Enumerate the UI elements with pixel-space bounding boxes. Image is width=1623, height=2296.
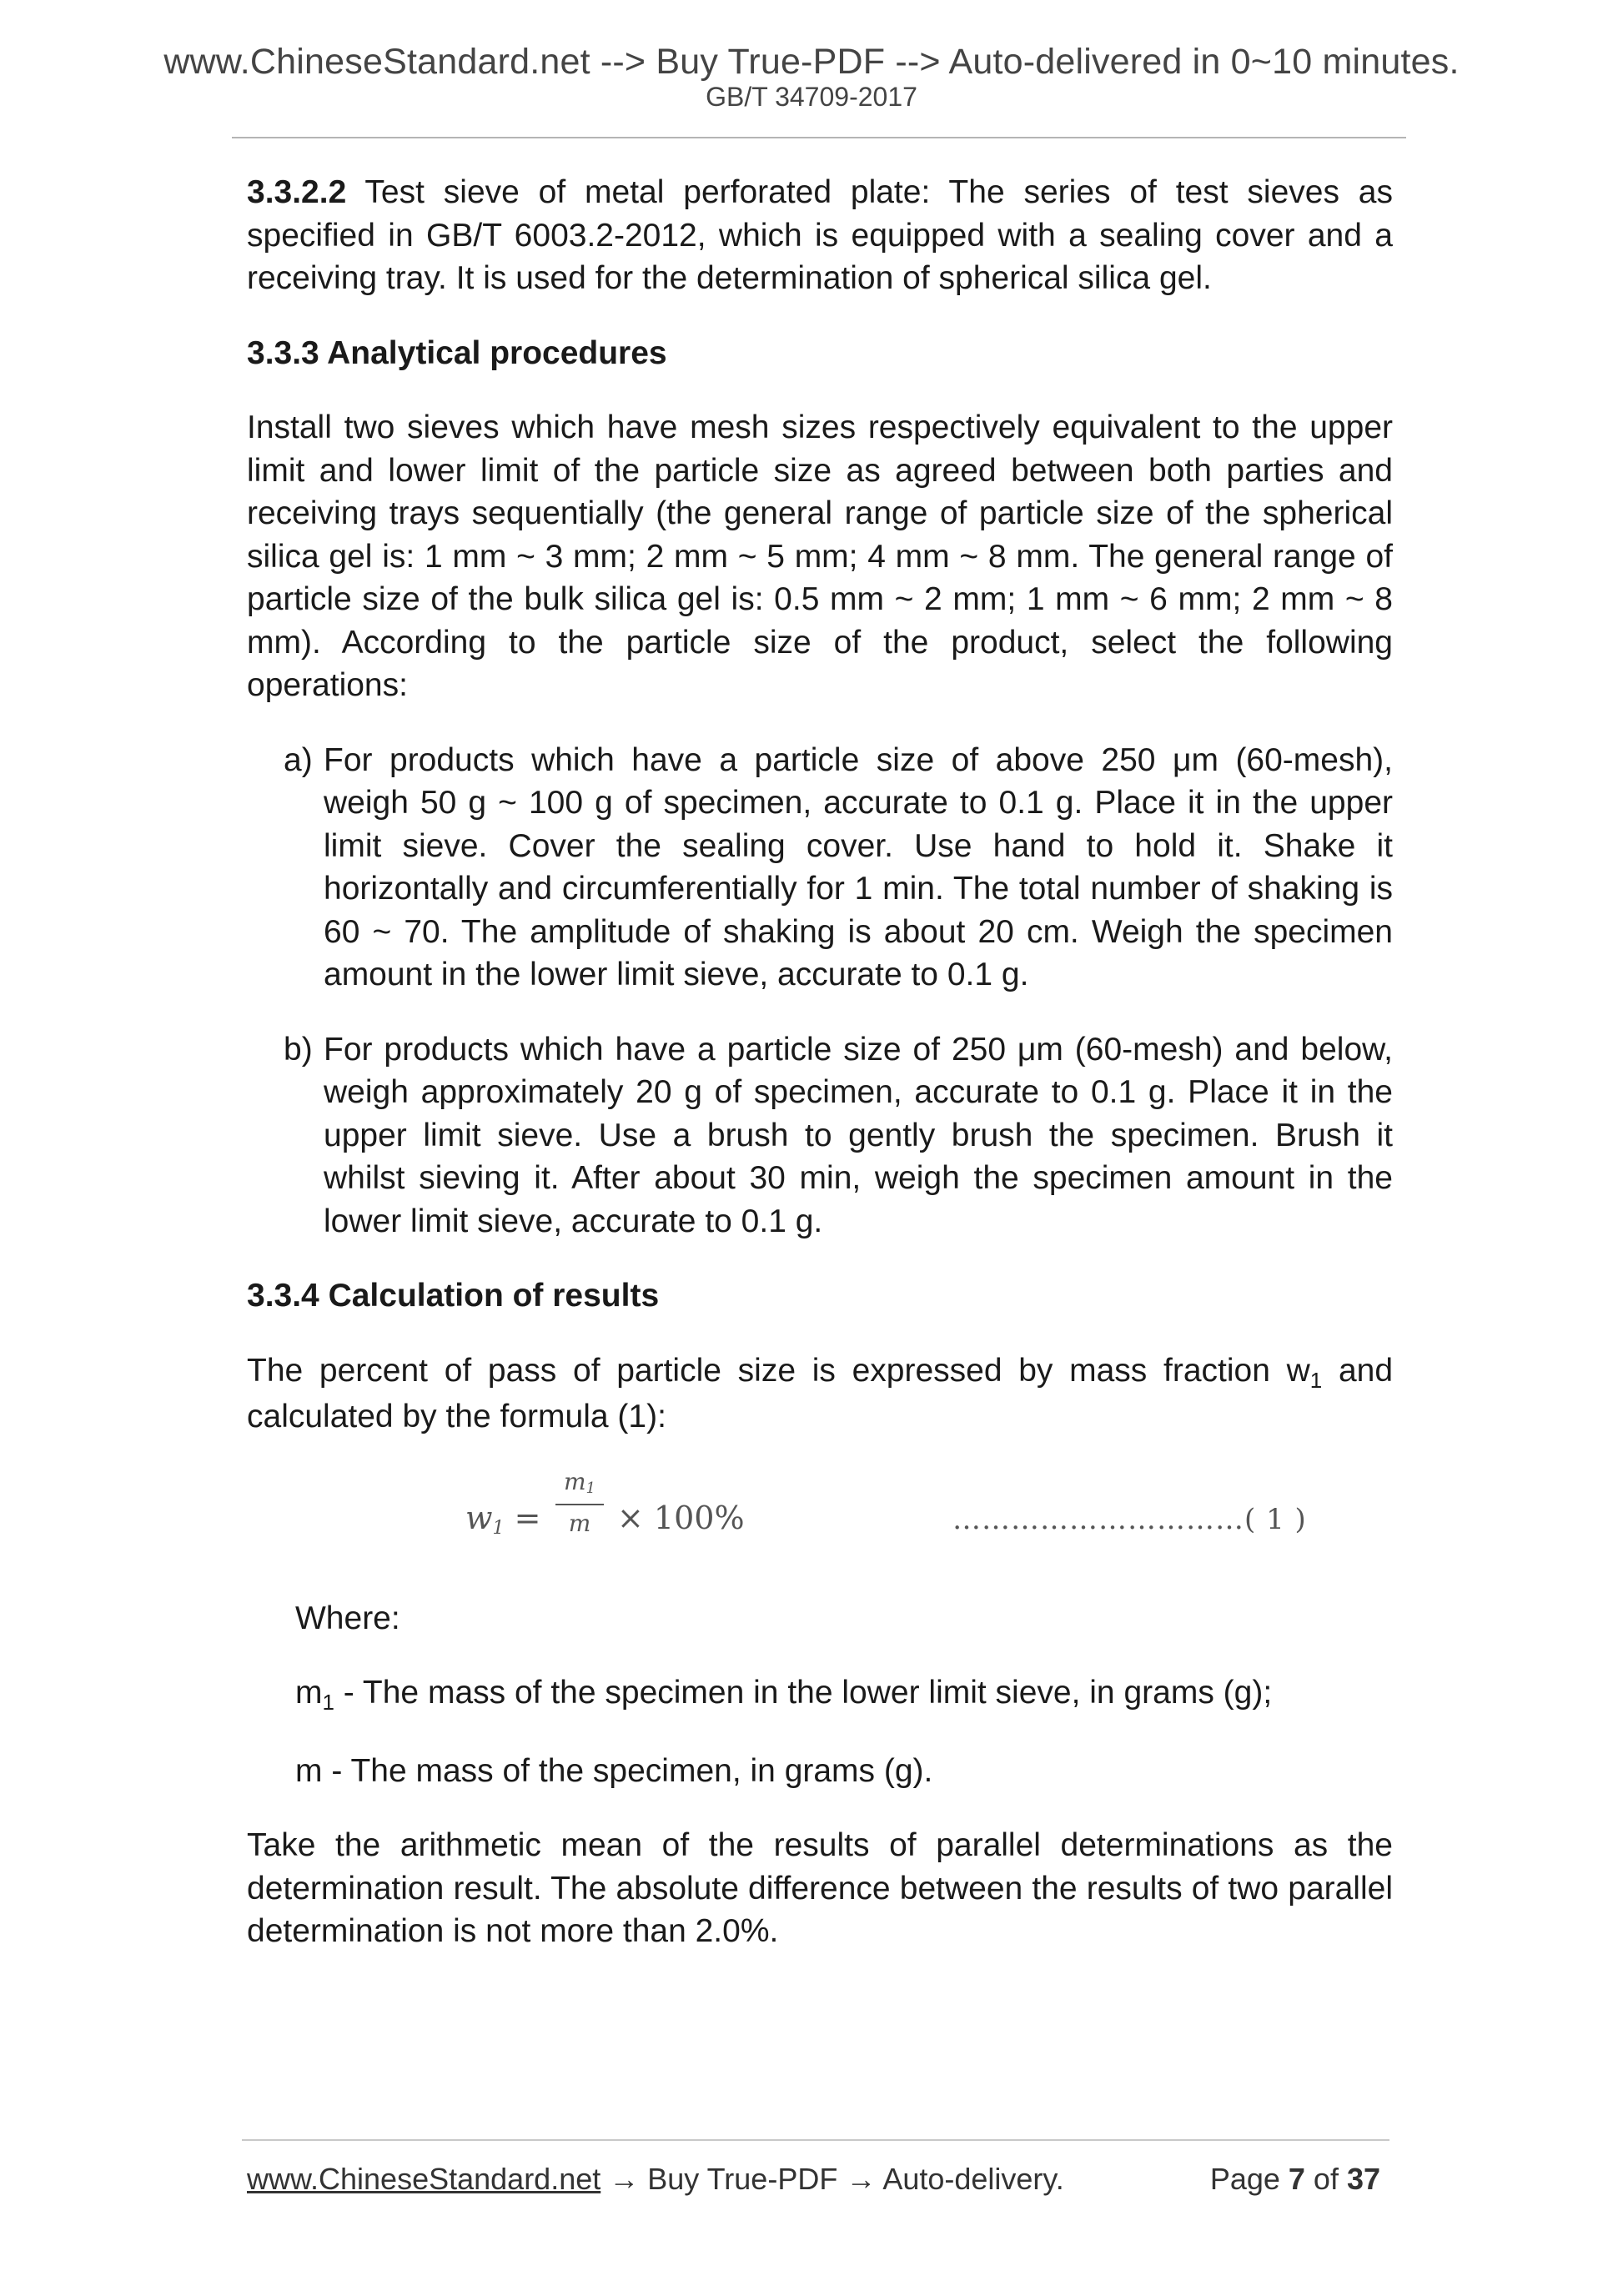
list-item-a (247, 739, 1393, 997)
procedure-intro: Install two sieves which have mesh sizes respectively equivalent to the upper limit and lower limit of the particle size as agreed between both parties and receiving trays sequentially (the general range of particle size of the spherical silica gel is: 1 mm ~ 3 mm; 2 mm ~ 5 mm; 4 mm ~ 8 mm. The general range of particle size of the bulk silica gel is: 0.5 mm ~ 2 mm; 1 mm ~ 6 mm; 2 mm ~ 8 mm). According to the particle size of the product, select the following operations: (247, 409, 1393, 703)
total-pages: 37 (1346, 2162, 1380, 2196)
definition-m1: $m_1$ - The mass of the specimen in the lower limit sieve, in grams (g); (295, 1675, 1273, 1715)
clause-3-3-2-2 (247, 171, 1393, 300)
formula-1 (247, 1467, 1393, 1559)
footer-left (247, 2162, 1064, 2197)
clause-text: Test sieve of metal perforated plate: The series of test sieves as specified in GB/T 6003.2-2012, which is equipped with a sealing cover and a receiving tray. It is used for the determination of spherical silica gel. (247, 174, 1393, 296)
footer-text: → Buy True-PDF → Auto-delivery. (600, 2162, 1064, 2196)
heading-analytical-procedures: 3.3.3 Analytical procedures (247, 334, 667, 371)
heading-calculation-of-results: 3.3.4 Calculation of results (247, 1278, 660, 1314)
calculation-intro: The percent of pass of particle size is expressed by mass fraction $w_1$ and calculated by the formula (1): (247, 1352, 1394, 1434)
page-indicator: Page 7 of 37 (1209, 2162, 1380, 2196)
fraction-bar (555, 1504, 604, 1505)
formula-rhs: × 100% (617, 1499, 745, 1536)
top-banner: www.ChineseStandard.net --> Buy True-PDF --> Auto-delivered in 0~10 minutes. (163, 42, 1460, 82)
list-text: For products which have a particle size of above 250 μm (60-mesh), weigh 50 g ~ 100 g of specimen, accurate to 0.1 g. Place it in the upper limit sieve. Cover the sealing cover. Use hand to hold it. Shake it horizontally and circumferentially for 1 min. The total number of shaking is 60 ~ 70. The amplitude of shaking is about 20 cm. Weigh the specimen amount in the lower limit sieve, accurate to 0.1 g. (324, 741, 1393, 992)
document-id: GB/T 34709-2017 (706, 82, 917, 112)
footer-divider (242, 2139, 1389, 2141)
subscript: 1 (1309, 1367, 1323, 1393)
page-body (247, 171, 1393, 1953)
where-label: Where: (295, 1600, 400, 1636)
list-text: For products which have a particle size of 250 μm (60-mesh) and below, weigh approximately 20 g of specimen, accurate to 0.1 g. Place it in the upper limit sieve. Use a brush to gently brush the specimen. Brush it whilst sieving it. After about 30 min, weigh the specimen amount in the lower limit sieve, accurate to 0.1 g. (324, 1031, 1393, 1239)
clause-number: 3.3.2.2 (247, 174, 347, 210)
formula-numerator: $m_1$ (563, 1467, 595, 1497)
list-label: a) (284, 741, 313, 778)
footer-link[interactable]: www.ChineseStandard.net (247, 2162, 601, 2196)
definition-m: m - The mass of the specimen, in grams (g). (295, 1752, 933, 1789)
page-number: 7 (1288, 2162, 1305, 2196)
formula-fraction (555, 1467, 604, 1539)
list-label: b) (284, 1031, 313, 1068)
formula-reference: …………………………( 1 ) (952, 1502, 1307, 1536)
formula-lhs: $w_1$ = (465, 1499, 541, 1539)
header-divider (232, 137, 1406, 138)
conclusion-text: Take the arithmetic mean of the results of parallel determinations as the determination result. The absolute difference between the results of two parallel determination is not more than 2.0%. (247, 1827, 1393, 1949)
formula-denominator: m (568, 1509, 591, 1537)
list-item-b (247, 1028, 1393, 1243)
